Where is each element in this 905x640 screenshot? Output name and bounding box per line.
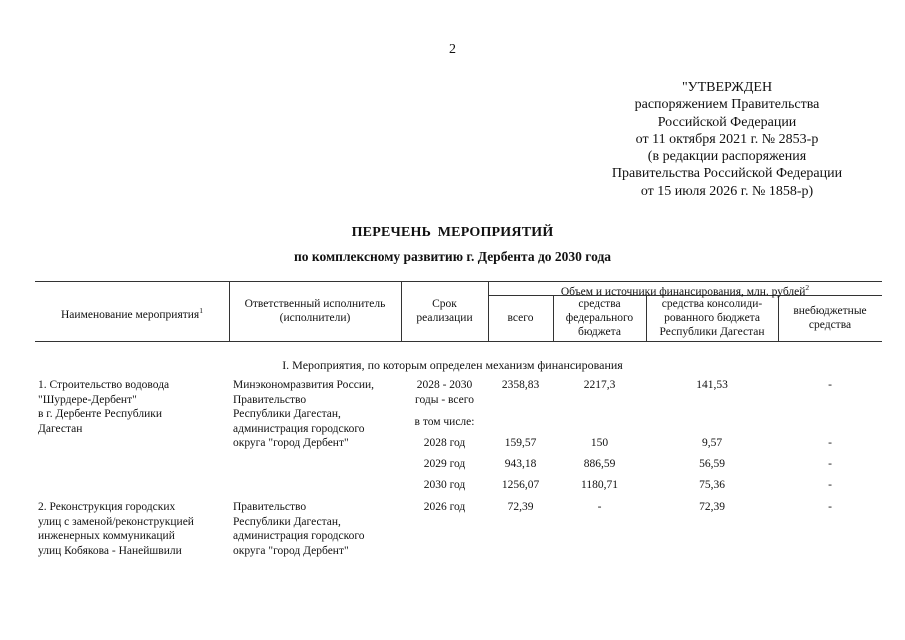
item2-name: 2. Реконструкция городских улиц с заменой/реконструкцией инженерных коммуникаций улиц Кобякова - Нанейшвили: [38, 501, 194, 557]
table-cell-total: 159,57: [504, 437, 537, 449]
table-cell-federal: 1180,71: [581, 479, 618, 491]
document-subtitle: по комплексному развитию г. Дербента до 2030 года: [293, 249, 612, 264]
table-cell-federal: 150: [590, 437, 609, 449]
header-name: Наименование мероприятия$^1$: [61, 306, 203, 321]
item1-term-total: 2028 - 2030 годы - всего: [415, 379, 474, 406]
table-cell-offbudget: -: [828, 458, 832, 470]
approval-line: "УТВЕРЖДЕН: [681, 80, 773, 95]
header-regional: средства консолиди- рованного бюджета Республики Дагестан: [659, 298, 765, 338]
item1-executor: Минэкономразвития России, Правительство Республики Дагестан, администрация городского округа "город Дербент": [233, 379, 375, 449]
approval-line: распоряжением Правительства: [634, 97, 820, 113]
table-cell-offbudget: -: [828, 479, 832, 491]
table-cell-federal: -: [597, 501, 602, 513]
approval-line: от 15 июля 2026 г. № 1858-р): [640, 183, 814, 199]
item1-including-label: в том числе:: [414, 416, 475, 428]
header-term: Срок реализации: [416, 298, 473, 324]
table-cell-total: 2358,83: [501, 379, 540, 391]
table-cell-term: 2028 год: [423, 437, 466, 449]
table-cell-offbudget: -: [828, 437, 832, 449]
table-cell-term: 2030 год: [423, 479, 466, 491]
table-cell-total: 943,18: [504, 458, 537, 470]
item2-executor: Правительство Республики Дагестан, администрация городского округа "город Дербент": [233, 501, 365, 557]
header-offbudget: внебюджетные средства: [793, 305, 867, 331]
table-cell-federal: 886,59: [583, 458, 616, 470]
table-cell-offbudget: -: [828, 379, 832, 391]
approval-line: (в редакции распоряжения: [647, 149, 807, 165]
table-cell-regional: 9,57: [701, 437, 723, 449]
document-title: ПЕРЕЧЕНЬ МЕРОПРИЯТИЙ: [351, 225, 554, 240]
approval-line: Правительства Российской Федерации: [611, 166, 843, 182]
table-cell-regional: 141,53: [696, 379, 728, 391]
table-cell-total: 1256,07: [501, 479, 540, 491]
table-cell-regional: 75,36: [699, 479, 725, 491]
table-cell-regional: 72,39: [699, 501, 725, 513]
table-cell-term: 2026 год: [423, 501, 466, 513]
header-federal: средства федерального бюджета: [565, 298, 634, 338]
header-bottom-border: [35, 341, 882, 342]
approval-line: Российской Федерации: [657, 114, 797, 130]
page-number: 2: [449, 42, 456, 57]
table-cell-regional: 56,59: [699, 458, 725, 470]
header-total: всего: [507, 312, 534, 324]
item1-name: 1. Строительство водовода "Шурдере-Дербент" в г. Дербенте Республики Дагестан: [38, 379, 170, 435]
approval-line: от 11 октября 2021 г. № 2853-р: [635, 131, 819, 147]
approval-block: [597, 79, 857, 200]
table-cell-offbudget: -: [828, 501, 832, 513]
header-funding-group: Объем и источники финансирования, млн. рублей$^2$: [560, 283, 810, 298]
table-cell-federal: 2217,3: [583, 379, 616, 391]
table-cell-total: 72,39: [507, 501, 534, 513]
section-title: I. Мероприятия, по которым определен механизм финансирования: [282, 358, 623, 372]
header-executor: Ответственный исполнитель (исполнители): [244, 298, 386, 324]
table-cell-term: 2029 год: [423, 458, 466, 470]
